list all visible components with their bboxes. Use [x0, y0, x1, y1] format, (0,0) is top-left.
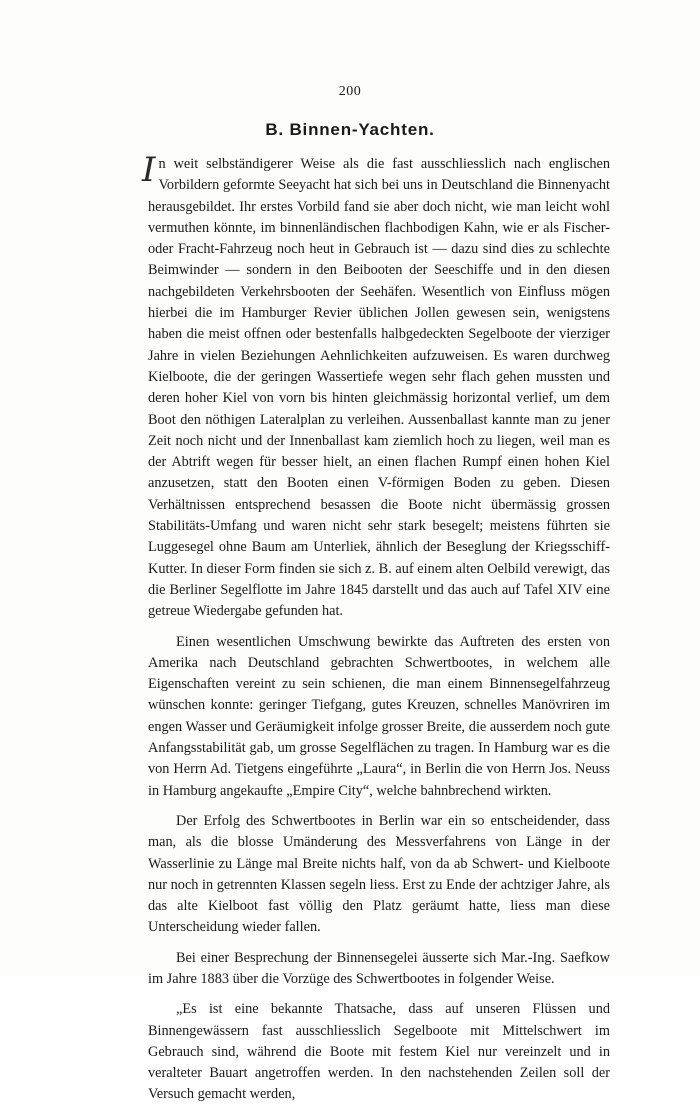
section-title: B. Binnen-Yachten. [265, 120, 435, 139]
page-number: 200 [338, 84, 362, 99]
body-text [142, 150, 610, 1115]
ornamental-initial: I [142, 150, 156, 190]
paragraph: Der Erfolg des Schwertbootes in Berlin war ein so entscheidender, dass man, als die blosse Umänderung des Messverfahrens von Länge in der Wasserlinie zu Länge mal Breite nichts half, von da ab Schwert- und Kielboote nur noch in getrennten Klassen segeln liess. Erst zu Ende der achtziger Jahre, als das alte Kielboot fast völlig den Platz geräumt hatte, liess man diese Unterscheidung wieder fallen. [148, 812, 610, 936]
paragraph: Bei einer Besprechung der Binnensegelei äusserte sich Mar.-Ing. Saefkow im Jahre 1883 über die Vorzüge des Schwertbootes in folgender Weise. [148, 949, 610, 987]
paragraph: „Es ist eine bekannte Thatsache, dass auf unseren Flüssen und Binnengewässern fast ausschliesslich Segelboote mit Mittelschwert im Gebrauch sind, während die Boote mit festem Kiel nur vereinzelt und in veralteter Bauart angetroffen werden. In den nachstehenden Zeilen soll der Versuch gemacht werden, [148, 1001, 610, 1103]
paragraph [142, 150, 610, 623]
paragraph-text: n weit selbständigerer Weise als die fast ausschliesslich nach englischen Vorbildern geformte Seeyacht hat sich bei uns in Deutschland die Binnenyacht herausgebildet. Ihr erstes Vorbild fand sie aber doch nicht, wie man leicht wohl vermuthen könnte, im binnenländischen flachbodigen Kahn, wie er als Fischer- oder Fracht-Fahrzeug noch heut in Gebrauch ist — dazu sind dies zu schlechte Beimwinder — sondern in den Beibooten der Seeschiffe und in den diesen nachgebildeten Verkehrsbooten der Seehäfen. Wesentlich von Einfluss mögen hierbei die im Hamburger Revier üblichen Jollen gewesen sein, wenigstens haben die meist offnen oder bestenfalls halbgedeckten Segelboote der vierziger Jahre in vielen Beziehungen Aehnlichkeiten aufzuweisen. Es waren durchweg Kielboote, die der geringen Wassertiefe wegen sehr flach gehen mussten und deren hoher Kiel von vorn bis hinten gleichmässig horizontal verlief, um dem Boot den nöthigen Lateralplan zu verleihen. Aussenballast kannte man zu jener Zeit noch nicht und der Innenballast kam ziemlich hoch zu liegen, weil man es der Abtrift wegen für besser hielt, an einen flachen Rumpf einen hohen Kiel anzusetzen, statt den Booten einen V-förmigen Boden zu geben. Diesen Verhältnissen entsprechend besassen die Boote nicht übermässig grossen Stabilitäts-Umfang und waren nicht sehr stark besegelt; meistens führten sie Luggesegel ohne Baum am Unterliek, ähnlich der Beseglung der Kriegsschiff-Kutter. In dieser Form finden sie sich z. B. auf einem alten Oelbild verewigt, das die Berliner Segelflotte im Jahre 1845 darstellt und das auch auf Tafel XIV eine getreue Wiedergabe gefunden hat. [148, 156, 610, 620]
paragraph: Einen wesentlichen Umschwung bewirkte das Auftreten des ersten von Amerika nach Deutschland gebrachten Schwertbootes, in welchem alle Eigenschaften vereint zu sein schienen, die man einem Binnensegelfahrzeug wünschen konnte: geringer Tiefgang, gutes Kreuzen, schnelles Manövriren im engen Wasser und Geräumigkeit infolge grosser Breite, die ausserdem noch gute Anfangsstabilität gab, um grosse Segelflächen zu tragen. In Hamburg war es die von Herrn Ad. Tietgens eingeführte „Laura“, in Berlin die von Herrn Jos. Neuss in Hamburg angekaufte „Empire City“, welche bahnbrechend wirkten. [148, 633, 610, 799]
